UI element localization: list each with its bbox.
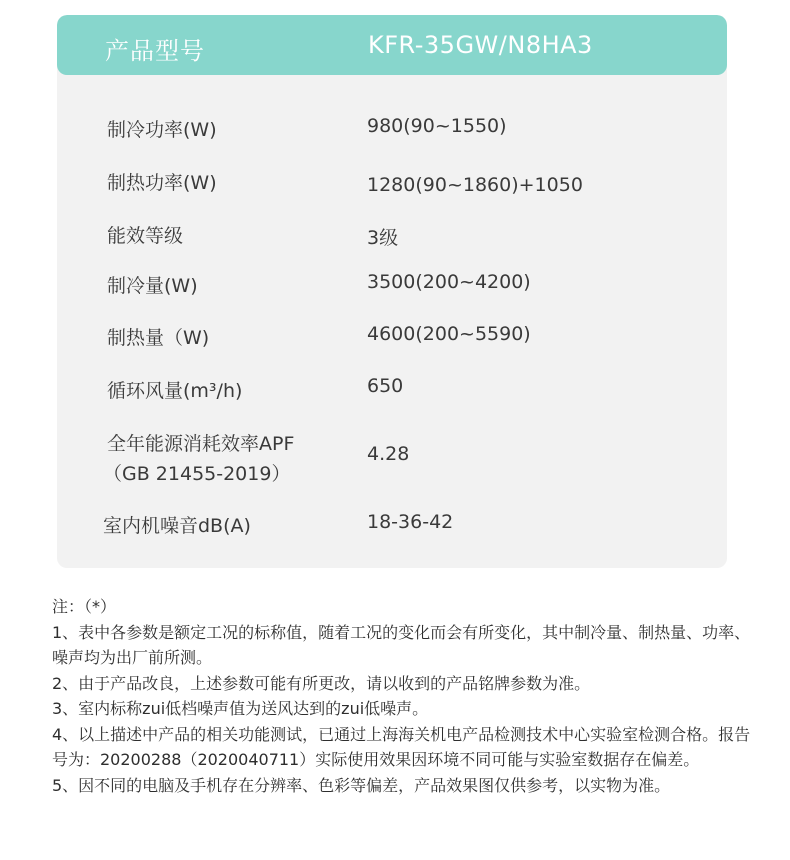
spec-value: 1280(90~1860)+1050 <box>367 174 583 196</box>
notes-section <box>52 594 764 798</box>
spec-value: 980(90~1550) <box>367 115 507 137</box>
note-item: 5、因不同的电脑及手机存在分辨率、色彩等偏差，产品效果图仅供参考，以实物为准。 <box>52 775 671 795</box>
spec-label: 制冷功率(W) <box>107 119 217 141</box>
note-item: 2、由于产品改良，上述参数可能有所更改，请以收到的产品铭牌参数为准。 <box>52 673 591 693</box>
spec-card <box>57 15 727 568</box>
spec-value: 4.28 <box>367 443 410 465</box>
notes-title: 注：（*） <box>52 597 117 616</box>
spec-value: 4600(200~5590) <box>367 323 531 345</box>
spec-label-standard: （GB 21455-2019） <box>103 463 291 485</box>
spec-value: 18-36-42 <box>367 511 454 533</box>
spec-label: 室内机噪音dB(A) <box>103 515 251 537</box>
note-item: 4、以上描述中产品的相关功能测试，已通过上海海关机电产品检测技术中心实验室检测合格。报告号为：20200288（2020040711）实际使用效果因环境不同可能与实验室数据存在偏差。 <box>52 724 751 769</box>
spec-label: 能效等级 <box>107 225 184 247</box>
spec-label: 制冷量(W) <box>107 275 198 297</box>
spec-header <box>57 15 727 75</box>
spec-label: 全年能源消耗效率APF <box>107 433 295 455</box>
note-item: 3、室内标称zui低档噪声值为送风达到的zui低噪声。 <box>52 699 429 718</box>
note-item: 1、表中各参数是额定工况的标称值，随着工况的变化而会有所变化，其中制冷量、制热量、功率、噪声均为出厂前所测。 <box>52 622 751 667</box>
spec-label: 制热功率(W) <box>107 172 217 194</box>
spec-label: 制热量（W) <box>107 327 210 349</box>
spec-label: 循环风量(m³/h) <box>107 380 243 402</box>
model-value: KFR-35GW/N8HA3 <box>368 31 593 59</box>
model-label: 产品型号 <box>105 37 205 65</box>
spec-value: 650 <box>367 375 404 397</box>
spec-value: 3500(200~4200) <box>367 271 531 293</box>
spec-value: 3级 <box>367 227 399 249</box>
